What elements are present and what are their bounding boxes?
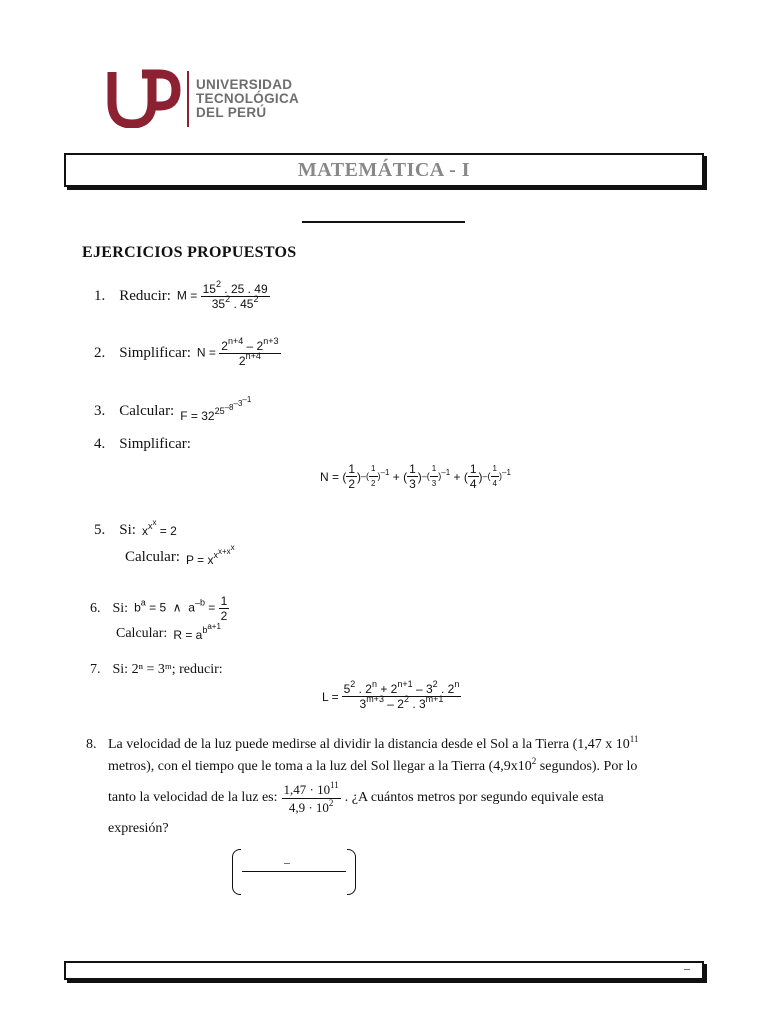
exercise-6-calc (116, 621, 221, 642)
formula-x-power: $x^{x^x} = 2$ (141, 518, 177, 538)
exercise-number: 7. (90, 662, 101, 677)
section-heading: EJERCICIOS PROPUESTOS (82, 244, 297, 261)
exercise-label: Reducir: (119, 288, 171, 304)
line-2-text: metros), con el tiempo que le toma a la luz del Sol llegar a la Tierra (4,9x10 (108, 759, 532, 774)
exercise-label: Simplificar: (119, 345, 191, 361)
exercise-8-line-2 (86, 756, 680, 778)
exercise-label: Si: (119, 522, 136, 538)
answer-dash: – (284, 855, 290, 869)
exercise-5-calc (125, 543, 235, 567)
formula-p: $P = x^{x^{x+x^x}}$ (185, 543, 235, 567)
formula-f: $F = 32^{25^{-8^{-3^{-1}}}}$ (180, 395, 252, 423)
exercise-number: 2. (94, 345, 106, 361)
exercise-number: 5. (94, 522, 106, 538)
line-2-sup: 2 (531, 756, 537, 766)
formula-n-fractions: N = ( $\frac{1}{2}$ ) –( $\frac{1}{2}$ )$^{-1}$ + ( $\frac{1}{3}$ ) –( $\frac{1}{3}$ )$^{-1}$ + ( $\frac{1}{4}$ ) –( $\frac{1}{4}$ )$^{-1}$ (320, 462, 511, 491)
exercise-8-line-1 (86, 734, 680, 756)
formula-r: $R = a^{b^{a+1}}$ (173, 621, 221, 642)
course-title: MATEMÁTICA - I (297, 158, 471, 181)
velocity-fraction: $\frac{1,47 \cdot 10^{11}}{4,9 \cdot 10^2}$ (283, 779, 339, 815)
exercise-label: Si: (112, 600, 129, 616)
formula-b-a: $b^a = 5$ ∧ $a^{-b}$ = $\frac{1}{2}$ (134, 594, 228, 623)
exercise-1 (94, 279, 270, 311)
course-title-box (64, 153, 704, 187)
university-name (196, 78, 299, 120)
exercise-8 (86, 734, 680, 840)
exercise-number: 8. (86, 737, 97, 752)
title-underline (302, 221, 465, 223)
exercise-number: 1. (94, 288, 106, 304)
right-bracket (347, 849, 356, 895)
line-3-end: . ¿A cuántos metros por segundo equivale esta (344, 790, 604, 805)
logo-line-1: UNIVERSIDAD (196, 77, 293, 92)
logo-line-2: TECNOLÓGICA (196, 91, 300, 106)
line-1-text: La velocidad de la luz puede medirse al dividir la distancia desde el Sol a la Tierra (1,47 x 10 (108, 737, 630, 752)
footer-dash: – (684, 961, 690, 975)
utp-logo-icon (106, 68, 182, 128)
exercise-6 (90, 594, 229, 623)
answer-box (232, 849, 356, 895)
exercise-2 (94, 336, 281, 368)
formula-l: L = $\frac{5^2 . 2^n + 2^{n+1} - 3^2 . 2^n}{3^{m+3} - 2^2 . 3^{m+1}}$ (322, 679, 460, 711)
exercise-number: 6. (90, 600, 101, 616)
line-3-start: tanto la velocidad de la luz es: (108, 790, 278, 805)
exercise-label: Calcular: (125, 549, 180, 565)
footer-box (64, 961, 704, 980)
answer-line (242, 871, 346, 872)
line-2-end: segundos). Por lo (536, 759, 638, 774)
formula-n: N = $\frac{2^{n+4} - 2^{n+3}}{2^{n+4}}$ (196, 336, 279, 368)
exercise-8-line-4: expresión? (108, 821, 169, 836)
exercise-3 (94, 395, 252, 423)
logo-divider (187, 71, 189, 127)
formula-m: M = $\frac{15^2 . 25 . 49}{35^2 . 45^2}$ (176, 279, 268, 311)
left-bracket (232, 849, 241, 895)
exercise-8-line-3 (86, 778, 680, 818)
exercise-label: Calcular: (116, 626, 168, 641)
exercise-number: 3. (94, 403, 106, 419)
exercise-label: Calcular: (119, 403, 175, 419)
exercise-7 (90, 662, 223, 678)
exercise-label: Simplificar: (119, 436, 191, 452)
logo-line-3: DEL PERÚ (196, 105, 267, 120)
exercise-4 (94, 436, 191, 453)
exercise-5 (94, 518, 177, 539)
line-1-sup: 11 (629, 734, 639, 744)
exercise-label: Si: 2ⁿ = 3ᵐ; reducir: (112, 662, 223, 677)
exercise-number: 4. (94, 436, 106, 452)
